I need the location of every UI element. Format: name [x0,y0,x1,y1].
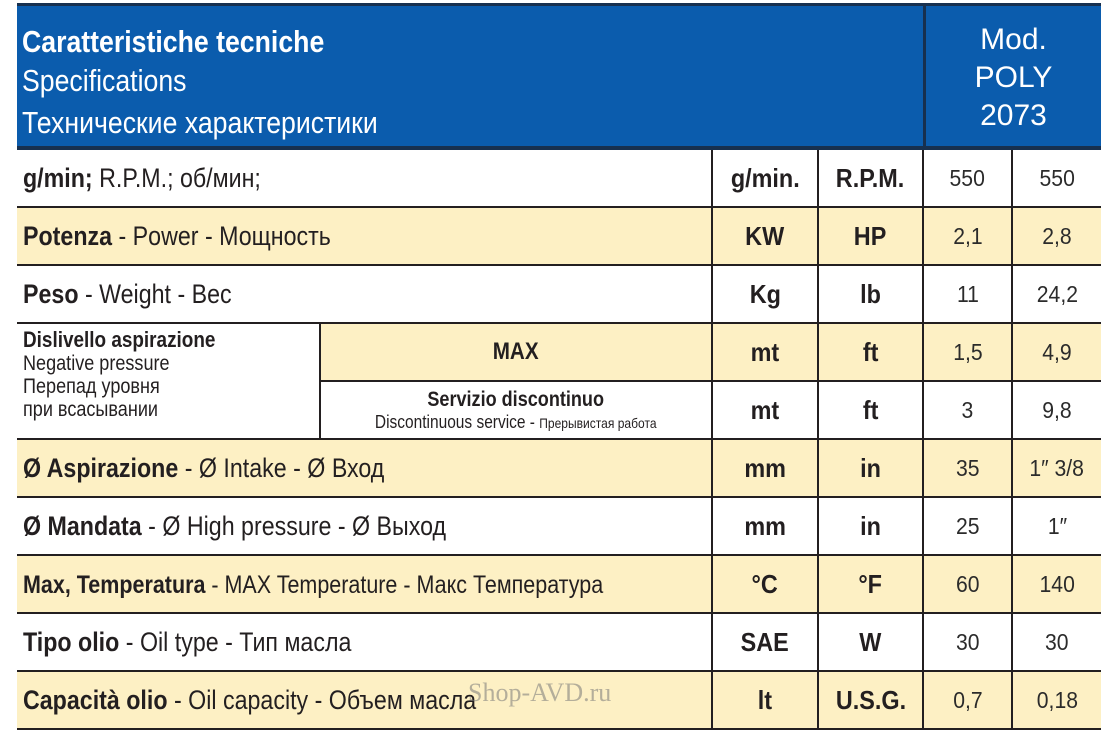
row-label [17,671,712,729]
label-bold: Ø Aspirazione [23,452,179,483]
value-imperial [1012,497,1101,555]
watermark: Shop-AVD.ru [468,678,612,707]
title-russian: Технические характеристики [22,105,378,140]
label-rest: - Power - Мощность [112,220,331,251]
unit-metric [712,323,818,381]
cell-text: 1,5 [952,338,983,365]
cell-text: in [860,452,881,483]
suction-label-it: Dislivello aspirazione [23,327,216,352]
cell-text: W [859,626,882,657]
cell-text: 0,18 [1036,686,1078,713]
sub-label-discontinuous [320,381,712,439]
table-row-power [17,207,1101,265]
unit-metric [712,381,818,439]
cell-text: 24,2 [1036,280,1078,307]
cell-text: 140 [1039,570,1075,597]
cell-text: 3 [961,396,974,423]
value-metric [923,555,1012,613]
table-row-temperature [17,555,1101,613]
value-metric [923,671,1012,729]
unit-imperial [818,265,923,323]
suction-label-ru-2: при всасывании [23,398,158,421]
unit-metric [712,439,818,497]
title-english: Specifications [22,63,187,98]
spec-header [17,3,1101,150]
label-rest: R.P.M.; об/мин; [92,162,261,193]
cell-text: 2,8 [1042,222,1072,249]
label-rest: - Oil type - Тип масла [119,626,352,657]
unit-metric [712,613,818,671]
cell-text: g/min. [730,162,800,193]
cell-text: HP [854,220,887,251]
value-imperial [1012,671,1101,729]
unit-imperial [818,381,923,439]
value-imperial [1012,613,1101,671]
suction-label-ru-1: Перепад уровня [23,375,160,398]
spec-table [17,150,1101,730]
value-metric [923,497,1012,555]
cell-text: ft [862,336,879,367]
label-bold: g/min; [23,162,93,193]
cell-text: R.P.M. [836,162,905,193]
unit-metric [712,671,818,729]
row-label [17,497,712,555]
value-imperial [1012,381,1101,439]
discontinuous-label-ru: Прерывистая работа [539,414,657,431]
value-metric [923,439,1012,497]
cell-text: 25 [955,512,980,539]
cell-text: SAE [740,626,790,657]
cell-text: MAX [493,338,539,365]
cell-text: 30 [1045,628,1069,655]
value-metric [923,381,1012,439]
value-imperial [1012,265,1101,323]
model-label [923,3,1101,150]
cell-text: 9,8 [1042,396,1072,423]
cell-text: 1″ [1047,512,1067,539]
row-label [17,613,712,671]
value-metric [923,207,1012,265]
suction-label-en: Negative pressure [23,352,170,375]
cell-text: 11 [956,280,979,307]
model-line-3: 2073 [980,99,1047,132]
cell-text: °C [751,568,779,599]
discontinuous-label-en: Discontinuous service [375,411,526,432]
table-row-oil-capacity [17,671,1101,729]
cell-text: 60 [955,570,980,597]
label-bold: Potenza [23,220,113,251]
cell-text: ft [862,394,879,425]
unit-metric [712,207,818,265]
unit-imperial [818,671,923,729]
separator: - [525,411,540,432]
sub-label-max [320,323,712,381]
row-label [17,207,712,265]
suction-label [17,323,320,439]
cell-text: lt [757,684,773,715]
unit-imperial [818,323,923,381]
cell-text: 0,7 [952,686,983,713]
row-label [17,555,712,613]
unit-imperial [818,150,923,207]
cell-text: in [860,510,881,541]
unit-imperial [818,613,923,671]
cell-text: 550 [1039,164,1075,191]
cell-text: °F [858,568,883,599]
cell-text: U.S.G. [835,684,906,715]
unit-imperial [818,497,923,555]
row-label [17,439,712,497]
label-rest: - Weight - Вес [78,278,232,309]
value-metric [923,323,1012,381]
table-row-rpm [17,150,1101,207]
unit-metric [712,555,818,613]
row-label [17,265,712,323]
table-row-suction-max [17,323,1101,381]
model-line-1: Mod. [980,23,1047,56]
cell-text: 2,1 [952,222,983,249]
label-bold: Tipo olio [23,626,120,657]
cell-text: 550 [949,164,986,191]
value-imperial [1012,207,1101,265]
unit-metric [712,150,818,207]
cell-text: 1″ 3/8 [1029,454,1085,481]
label-rest: - MAX Temperature - Макс Температура [205,570,604,599]
cell-text: mm [744,452,786,483]
cell-text: Kg [749,278,781,309]
title-italian: Caratteristiche tecniche [22,24,325,59]
cell-text: mt [750,394,780,425]
value-metric [923,613,1012,671]
cell-text: lb [860,278,881,309]
cell-text: 35 [955,454,980,481]
label-rest: - Ø High pressure - Ø Выход [141,510,447,541]
cell-text: 30 [955,628,980,655]
cell-text: KW [745,220,785,251]
label-rest: - Ø Intake - Ø Вход [178,452,385,483]
model-line-2: POLY [974,61,1053,94]
table-row-oil-type [17,613,1101,671]
label-bold: Peso [23,278,79,309]
table-row-outlet [17,497,1101,555]
cell-text: mm [744,510,786,541]
unit-imperial [818,439,923,497]
value-imperial [1012,439,1101,497]
unit-imperial [818,555,923,613]
value-imperial [1012,323,1101,381]
value-imperial [1012,150,1101,207]
discontinuous-label-en-ru [375,412,657,433]
label-bold: Capacità olio [23,684,168,715]
header-titles [22,24,436,144]
label-rest: - Oil capacity - Объем масла [167,684,477,715]
table-row-weight [17,265,1101,323]
value-metric [923,150,1012,207]
spec-sheet [17,3,1101,730]
unit-metric [712,497,818,555]
label-bold: Max, Temperatura [23,570,206,599]
discontinuous-label-it: Servizio discontinuo [427,387,605,411]
label-bold: Ø Mandata [23,510,142,541]
row-label [17,150,712,207]
value-imperial [1012,555,1101,613]
table-row-intake [17,439,1101,497]
value-metric [923,265,1012,323]
unit-metric [712,265,818,323]
cell-text: mt [750,336,780,367]
unit-imperial [818,207,923,265]
cell-text: 4,9 [1042,338,1072,365]
